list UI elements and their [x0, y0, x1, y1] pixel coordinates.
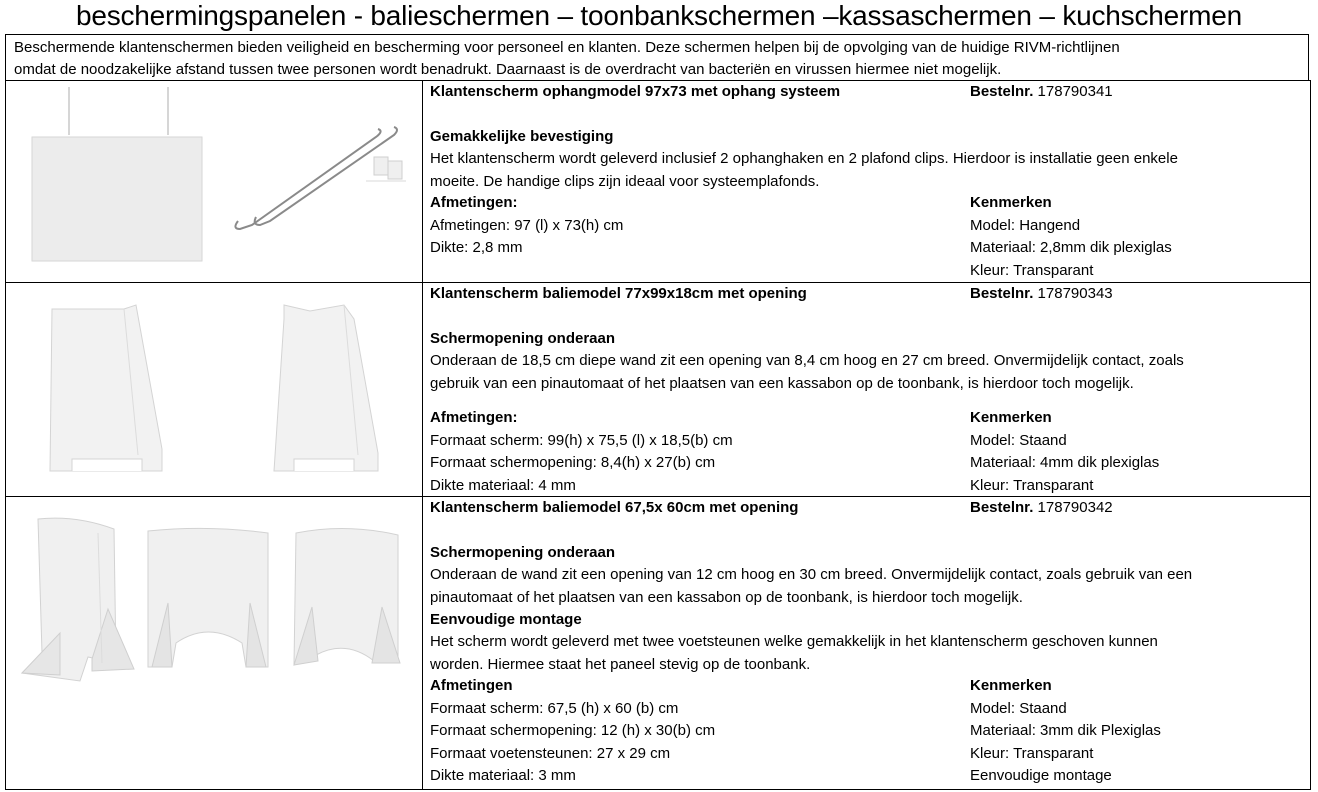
product-image-cell	[6, 81, 423, 282]
page-title: beschermingspanelen - balieschermen – toonbankschermen –kassaschermen – kuchschermen	[75, 0, 1243, 31]
order-number	[970, 283, 1113, 306]
dimension-item: Formaat scherm: 67,5 (h) x 60 (b) cm	[430, 700, 679, 717]
feature-item: Model: Staand	[970, 432, 1067, 449]
product-name: Klantenscherm baliemodel 67,5x 60cm met opening	[430, 499, 799, 516]
product-text-cell	[430, 283, 1310, 496]
product-row-hanging	[5, 80, 1311, 283]
description-line: Onderaan de 18,5 cm diepe wand zit een opening van 8,4 cm hoog en 27 cm breed. Onvermijdelijk contact, zoals	[430, 352, 1184, 369]
feature-item: Kleur: Transparant	[970, 745, 1094, 762]
description-line: gebruik van een pinautomaat of het plaatsen van een kassabon op de toonbank, is hierdoor toch mogelijk.	[430, 375, 1134, 392]
dimension-item: Formaat scherm: 99(h) x 75,5 (l) x 18,5(b) cm	[430, 432, 733, 449]
feature-item: Kleur: Transparant	[970, 262, 1094, 279]
feature-item: Model: Hangend	[970, 217, 1081, 234]
order-value: 178790341	[1037, 83, 1113, 100]
section-title: Schermopening onderaan	[430, 544, 616, 561]
order-value: 178790342	[1037, 499, 1113, 516]
product-image-cell	[6, 283, 423, 496]
product-text-cell	[430, 497, 1310, 789]
counter-screen-side-arched-image	[288, 527, 413, 687]
dimensions-label: Afmetingen	[430, 677, 513, 694]
feature-item: Eenvoudige montage	[970, 767, 1112, 784]
order-number	[970, 497, 1113, 520]
counter-screen-front-image	[44, 299, 174, 479]
order-label: Bestelnr.	[970, 499, 1034, 516]
product-row-counter-67x60	[5, 496, 1311, 790]
dimension-item: Dikte: 2,8 mm	[430, 239, 523, 256]
product-image-cell	[6, 497, 423, 789]
feature-item: Model: Staand	[970, 700, 1067, 717]
description-line: Onderaan de wand zit een opening van 12 cm hoog en 30 cm breed. Onvermijdelijk contact, zoals gebruik van een	[430, 566, 1193, 583]
feature-item: Materiaal: 4mm dik plexiglas	[970, 454, 1160, 471]
product-row-counter-77x99	[5, 282, 1311, 497]
feature-item: Kleur: Transparant	[970, 477, 1094, 494]
product-name: Klantenscherm ophangmodel 97x73 met ophang systeem	[430, 83, 841, 100]
dimension-item: Afmetingen: 97 (l) x 73(h) cm	[430, 217, 624, 234]
feature-item: Materiaal: 2,8mm dik plexiglas	[970, 239, 1172, 256]
dimension-item: Formaat schermopening: 12 (h) x 30(b) cm	[430, 722, 716, 739]
description-line: Het klantenscherm wordt geleverd inclusief 2 ophanghaken en 2 plafond clips. Hierdoor is installatie geen enkele	[430, 150, 1178, 167]
dimensions-label: Afmetingen:	[430, 409, 518, 426]
counter-screen-angled-image	[16, 513, 141, 683]
order-value: 178790343	[1037, 285, 1113, 302]
section-title: Gemakkelijke bevestiging	[430, 128, 614, 145]
product-text-cell	[430, 81, 1310, 282]
intro-line: omdat de noodzakelijke afstand tussen twee personen wordt benadrukt. Daarnaast is de overdracht van bacteriën en virussen hiermee niet mogelijk.	[14, 61, 1002, 78]
section-title: Schermopening onderaan	[430, 330, 616, 347]
order-label: Bestelnr.	[970, 83, 1034, 100]
feature-item: Materiaal: 3mm dik Plexiglas	[970, 722, 1161, 739]
intro-text	[5, 34, 1309, 80]
dimension-item: Dikte materiaal: 4 mm	[430, 477, 576, 494]
counter-screen-front-arched-image	[142, 527, 277, 687]
features-label: Kenmerken	[970, 194, 1052, 211]
intro-line: Beschermende klantenschermen bieden veiligheid en bescherming voor personeel en klanten. Deze schermen helpen bij de opvolging van de huidige RIVM-richtlijnen	[14, 39, 1120, 56]
description-line: Het scherm wordt geleverd met twee voetsteunen welke gemakkelijk in het klantenscherm geschoven kunnen	[430, 633, 1158, 650]
counter-screen-side-image	[270, 299, 400, 479]
description-line: pinautomaat of het plaatsen van een kassabon op de toonbank, is hierdoor toch mogelijk.	[430, 589, 1023, 606]
features-label: Kenmerken	[970, 677, 1052, 694]
dimension-item: Dikte materiaal: 3 mm	[430, 767, 576, 784]
description-line: moeite. De handige clips zijn ideaal voor systeemplafonds.	[430, 173, 820, 190]
order-label: Bestelnr.	[970, 285, 1034, 302]
dimensions-label: Afmetingen:	[430, 194, 518, 211]
description-line: worden. Hiermee staat het paneel stevig op de toonbank.	[430, 656, 811, 673]
dimension-item: Formaat schermopening: 8,4(h) x 27(b) cm	[430, 454, 716, 471]
order-number	[970, 81, 1113, 104]
section-title: Eenvoudige montage	[430, 611, 582, 628]
dimension-item: Formaat voetensteunen: 27 x 29 cm	[430, 745, 671, 762]
product-name: Klantenscherm baliemodel 77x99x18cm met opening	[430, 285, 807, 302]
features-label: Kenmerken	[970, 409, 1052, 426]
hanging-screen-image	[26, 85, 236, 265]
hanging-hooks-image	[226, 121, 416, 241]
